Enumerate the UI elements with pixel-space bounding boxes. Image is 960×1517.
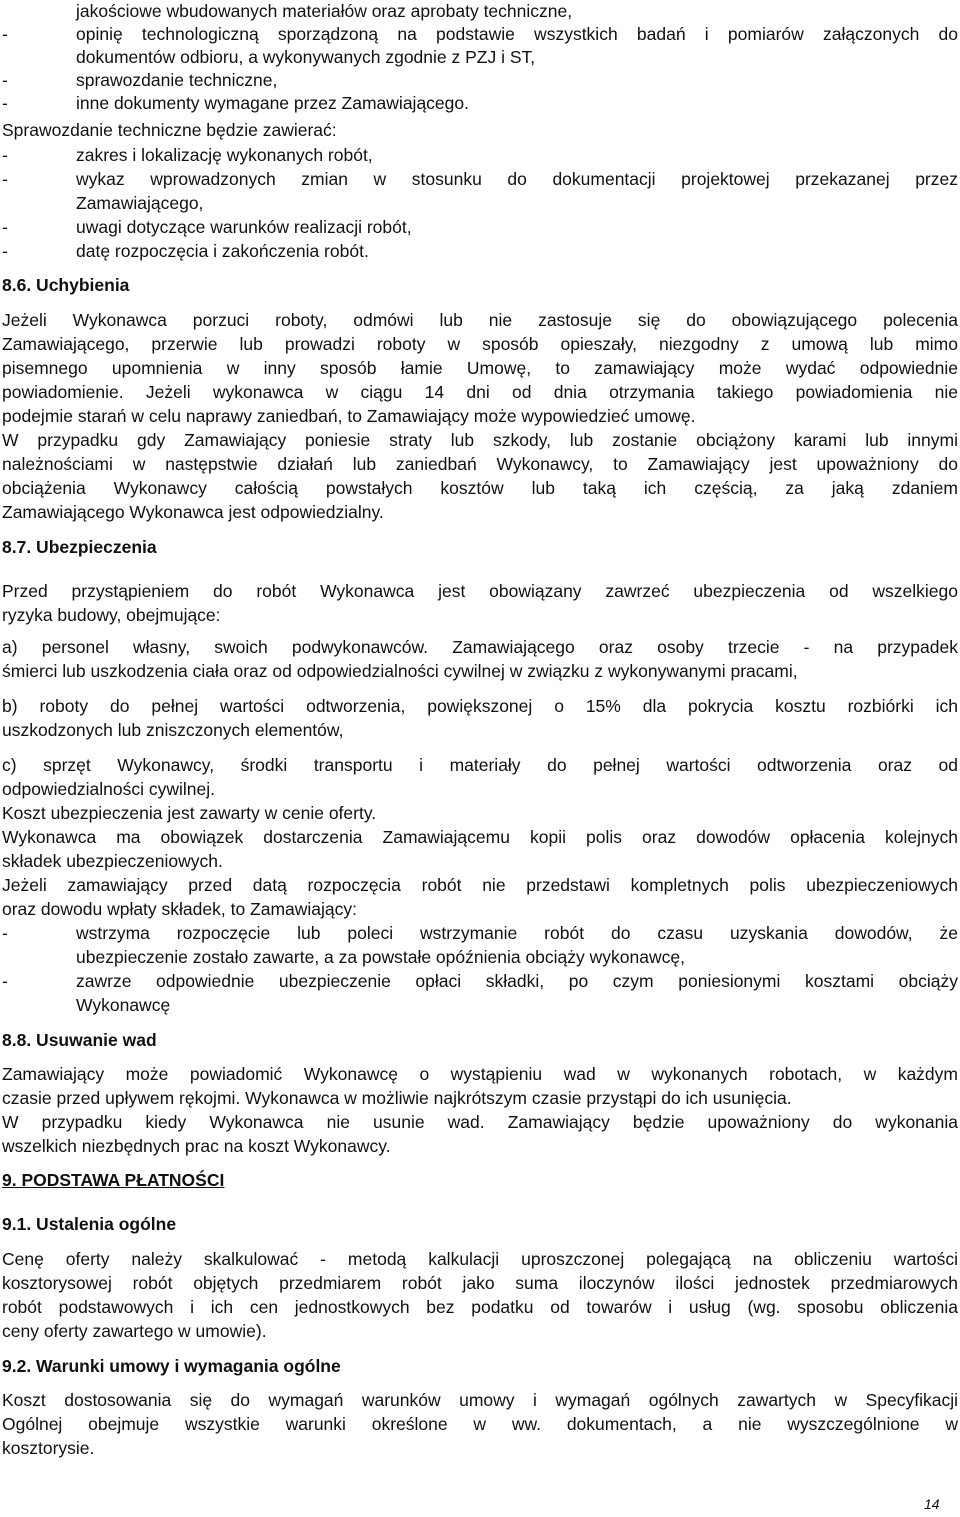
page-number: 14 [924, 1496, 940, 1512]
paragraph-line: Przed przystąpieniem do robót Wykonawca jest obowiązany zawrzeć ubezpieczenia od wszelkiego [2, 581, 958, 601]
list-item-text: zakres i lokalizację wykonanych robót, [76, 145, 373, 165]
paragraph-line: czasie przed upływem rękojmi. Wykonawca w możliwie najkrótszym czasie przystąpi do ich usunięcia. [2, 1088, 792, 1108]
list-item-text: zawrze odpowiednie ubezpieczenie opłaci składki, po czym poniesionymi kosztami obciąży [76, 971, 958, 991]
list-dash: - [2, 971, 8, 991]
list-dash: - [2, 241, 8, 261]
list-item-text: wykaz wprowadzonych zmian w stosunku do dokumentacji projektowej przekazanej przez [76, 169, 958, 189]
section-heading-9-2: 9.2. Warunki umowy i wymagania ogólne [2, 1356, 341, 1376]
paragraph-line: W przypadku gdy Zamawiający poniesie straty lub szkody, lub zostanie obciążony karami lub innymi [2, 430, 958, 450]
paragraph-line: ceny oferty zawartego w umowie). [2, 1321, 267, 1341]
paragraph-line: obciążenia Wykonawcy całością powstałych kosztów lub taką ich częścią, za jaką zdaniem [2, 478, 958, 498]
paragraph-line: c) sprzęt Wykonawcy, środki transportu i materiały do pełnej wartości odtworzenia oraz od [2, 755, 958, 775]
list-item-text: jakościowe wbudowanych materiałów oraz aprobaty techniczne, [76, 1, 573, 21]
paragraph-line: Zamawiającego Wykonawca jest odpowiedzialny. [2, 502, 384, 522]
list-dash: - [2, 24, 8, 44]
paragraph-line: Wykonawca ma obowiązek dostarczenia Zamawiającemu kopii polis oraz dowodów opłacenia kolejnych [2, 827, 958, 847]
list-item-text: sprawozdanie techniczne, [76, 70, 278, 90]
paragraph-line: Cenę oferty należy skalkulować - metodą kalkulacji uproszczonej polegającą na obliczeniu wartości [2, 1249, 958, 1269]
list-dash: - [2, 70, 8, 90]
list-item-text: Wykonawcę [76, 995, 171, 1015]
list-item-text: ubezpieczenie zostało zawarte, a za powstałe opóźnienia obciąży wykonawcę, [76, 947, 685, 967]
paragraph-line: Zamawiający może powiadomić Wykonawcę o wystąpieniu wad w wykonanych robotach, w każdym [2, 1064, 958, 1084]
list-item-text: Zamawiającego, [76, 193, 204, 213]
paragraph-line: Jeżeli zamawiający przed datą rozpoczęcia robót nie przedstawi kompletnych polis ubezpieczeniowych [2, 875, 958, 895]
paragraph-line: ryzyka budowy, obejmujące: [2, 605, 221, 625]
paragraph-line: wszelkich niezbędnych prac na koszt Wykonawcy. [2, 1136, 391, 1156]
paragraph-line: uszkodzonych lub zniszczonych elementów, [2, 720, 344, 740]
paragraph-line: należnościami w następstwie działań lub zaniedbań Wykonawcy, to Zamawiający jest upoważniony do [2, 454, 958, 474]
section-heading-8-8: 8.8. Usuwanie wad [2, 1030, 157, 1050]
paragraph-line: podejmie starań w celu naprawy zaniedbań, to Zamawiający może wypowiedzieć umowę. [2, 406, 696, 426]
section-heading-8-7: 8.7. Ubezpieczenia [2, 537, 157, 557]
paragraph-line: kosztorysie. [2, 1438, 95, 1458]
paragraph-line: robót podstawowych i ich cen jednostkowych bez podatku od towarów i usług (wg. sposobu obliczenia [2, 1297, 958, 1317]
paragraph-line: Koszt dostosowania się do wymagań warunków umowy i wymagań ogólnych zawartych w Specyfikacji [2, 1390, 958, 1410]
paragraph-line: a) personel własny, swoich podwykonawców. Zamawiającego oraz osoby trzecie - na przypadek [2, 637, 958, 657]
paragraph-line: śmierci lub uszkodzenia ciała oraz od odpowiedzialności cywilnej w związku z wykonywanymi pracami, [2, 661, 798, 681]
list-item-text: dokumentów odbioru, a wykonywanych zgodnie z PZJ i ST, [76, 47, 536, 67]
list-dash: - [2, 217, 8, 237]
paragraph-line: pisemnego upomnienia w inny sposób łamie Umowę, to zamawiający może wydać odpowiednie [2, 358, 958, 378]
list-dash: - [2, 169, 8, 189]
paragraph-line: Sprawozdanie techniczne będzie zawierać: [2, 120, 337, 140]
list-dash: - [2, 93, 8, 113]
list-item-text: opinię technologiczną sporządzoną na podstawie wszystkich badań i pomiarów załączonych do [76, 24, 958, 44]
list-dash: - [2, 145, 8, 165]
paragraph-line: składek ubezpieczeniowych. [2, 851, 223, 871]
paragraph-line: Jeżeli Wykonawca porzuci roboty, odmówi lub nie zastosuje się do obowiązującego polecenia [2, 310, 958, 330]
list-item-text: uwagi dotyczące warunków realizacji robót, [76, 217, 412, 237]
paragraph-line: Ogólnej obejmuje wszystkie warunki określone w ww. dokumentach, a nie wyszczególnione w [2, 1414, 958, 1434]
paragraph-line: Zamawiającego, przerwie lub prowadzi roboty w sposób opieszały, niezgodny z umową lub mimo [2, 334, 958, 354]
list-item-text: datę rozpoczęcia i zakończenia robót. [76, 241, 369, 261]
section-heading-9-1: 9.1. Ustalenia ogólne [2, 1214, 177, 1234]
paragraph-line: oraz dowodu wpłaty składek, to Zamawiający: [2, 899, 358, 919]
paragraph-line: W przypadku kiedy Wykonawca nie usunie wad. Zamawiający będzie upoważniony do wykonania [2, 1112, 958, 1132]
paragraph-line: b) roboty do pełnej wartości odtworzenia, powiększonej o 15% dla pokrycia kosztu rozbiórki ich [2, 696, 958, 716]
list-item-text: wstrzyma rozpoczęcie lub poleci wstrzymanie robót do czasu uzyskania dowodów, że [76, 923, 958, 943]
section-heading-8-6: 8.6. Uchybienia [2, 275, 130, 295]
list-item-text: inne dokumenty wymagane przez Zamawiającego. [76, 93, 469, 113]
paragraph-line: powiadomienie. Jeżeli wykonawca w ciągu 14 dni od dnia otrzymania takiego powiadomienia nie [2, 382, 958, 402]
list-dash: - [2, 923, 8, 943]
paragraph-line: kosztorysowej robót objętych przedmiarem robót jako suma iloczynów ilości jednostek przedmiarowych [2, 1273, 958, 1293]
chapter-heading-9: 9. PODSTAWA PŁATNOŚCI [2, 1170, 225, 1190]
paragraph-line: odpowiedzialności cywilnej. [2, 779, 216, 799]
paragraph-line: Koszt ubezpieczenia jest zawarty w cenie oferty. [2, 803, 377, 823]
